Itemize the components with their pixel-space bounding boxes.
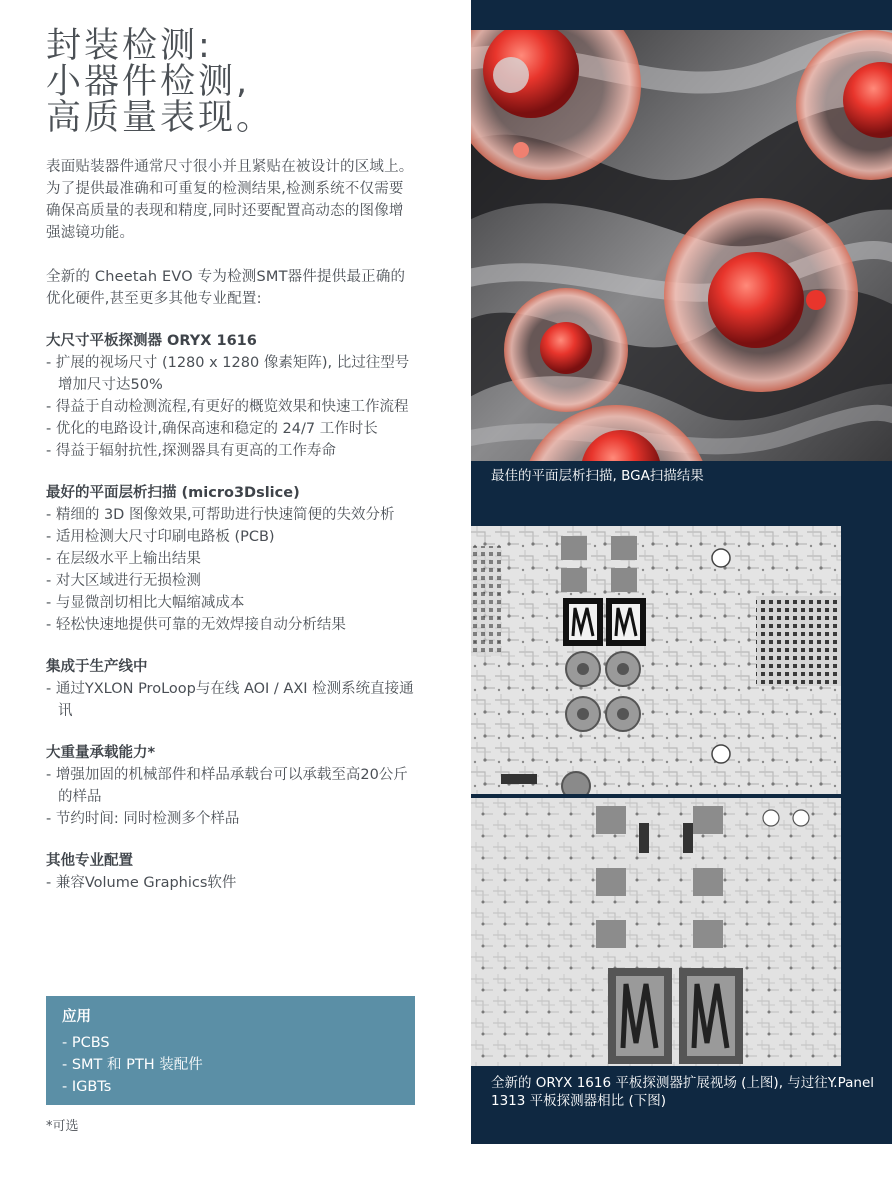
xray-oryx-image bbox=[471, 526, 841, 794]
image-caption-detector-comparison: 全新的 ORYX 1616 平板探测器扩展视场 (上图), 与过往Y.Panel 1313 平板探测器相比 (下图) bbox=[491, 1075, 874, 1109]
image-sidebar bbox=[471, 0, 892, 1144]
section-load-capacity bbox=[46, 742, 416, 830]
list-item: - 通过YXLON ProLoop与在线 AOI / AXI 检测系统直接通讯 bbox=[46, 678, 416, 722]
text-column bbox=[46, 28, 416, 894]
section-micro3dslice bbox=[46, 482, 416, 636]
bga-scan-image bbox=[471, 30, 892, 461]
list-item: - 精细的 3D 图像效果,可帮助进行快速简便的失效分析 bbox=[46, 504, 416, 526]
section-heading: 大尺寸平板探测器 ORYX 1616 bbox=[46, 333, 257, 349]
section-heading: 最好的平面层析扫描 (micro3Dslice) bbox=[46, 485, 300, 501]
section-production-line bbox=[46, 656, 416, 722]
list-item: - 对大区域进行无损检测 bbox=[46, 570, 416, 592]
feature-list bbox=[46, 872, 416, 894]
applications-list bbox=[62, 1032, 399, 1098]
intro-paragraph-2: 全新的 Cheetah EVO 专为检测SMT器件提供最正确的优化硬件,甚至更多其他专业配置: bbox=[46, 269, 406, 307]
list-item: - 增强加固的机械部件和样品承载台可以承载至高20公斤的样品 bbox=[46, 764, 416, 808]
list-item: - 扩展的视场尺寸 (1280 x 1280 像素矩阵), 比过往型号增加尺寸达50% bbox=[46, 352, 416, 396]
applications-heading: 应用 bbox=[62, 1009, 91, 1025]
intro-paragraph-1: 表面贴装器件通常尺寸很小并且紧贴在被设计的区域上。为了提供最准确和可重复的检测结果,检测系统不仅需要确保高质量的表现和精度,同时还要配置高动态的图像增强滤镜功能。 bbox=[46, 159, 414, 241]
list-item: - 兼容Volume Graphics软件 bbox=[46, 872, 416, 894]
feature-list bbox=[46, 352, 416, 462]
page-title bbox=[46, 28, 416, 136]
applications-box bbox=[46, 996, 415, 1105]
feature-list bbox=[46, 764, 416, 830]
section-heading: 大重量承载能力* bbox=[46, 745, 156, 761]
list-item: - 与显微剖切相比大幅缩减成本 bbox=[46, 592, 416, 614]
list-item: - PCBS bbox=[62, 1032, 399, 1054]
list-item: - 得益于辐射抗性,探测器具有更高的工作寿命 bbox=[46, 440, 416, 462]
image-caption-bga: 最佳的平面层析扫描, BGA扫描结果 bbox=[491, 468, 704, 484]
list-item: - SMT 和 PTH 装配件 bbox=[62, 1054, 399, 1076]
list-item: - 节约时间: 同时检测多个样品 bbox=[46, 808, 416, 830]
xray-ypanel-image bbox=[471, 798, 841, 1066]
feature-list bbox=[46, 678, 416, 722]
list-item: - 轻松快速地提供可靠的无效焊接自动分析结果 bbox=[46, 614, 416, 636]
list-item: - 在层级水平上输出结果 bbox=[46, 548, 416, 570]
list-item: - 适用检测大尺寸印刷电路板 (PCB) bbox=[46, 526, 416, 548]
section-oryx-detector bbox=[46, 330, 416, 462]
section-heading: 其他专业配置 bbox=[46, 853, 133, 869]
title-line-2: 小器件检测, bbox=[46, 62, 251, 102]
list-item: - IGBTs bbox=[62, 1076, 399, 1098]
title-line-1: 封装检测: bbox=[46, 26, 213, 66]
section-other-config bbox=[46, 850, 416, 894]
feature-list bbox=[46, 504, 416, 636]
list-item: - 优化的电路设计,确保高速和稳定的 24/7 工作时长 bbox=[46, 418, 416, 440]
section-heading: 集成于生产线中 bbox=[46, 659, 148, 675]
title-line-3: 高质量表现。 bbox=[46, 98, 275, 138]
footnote: *可选 bbox=[46, 1119, 79, 1134]
list-item: - 得益于自动检测流程,有更好的概览效果和快速工作流程 bbox=[46, 396, 416, 418]
